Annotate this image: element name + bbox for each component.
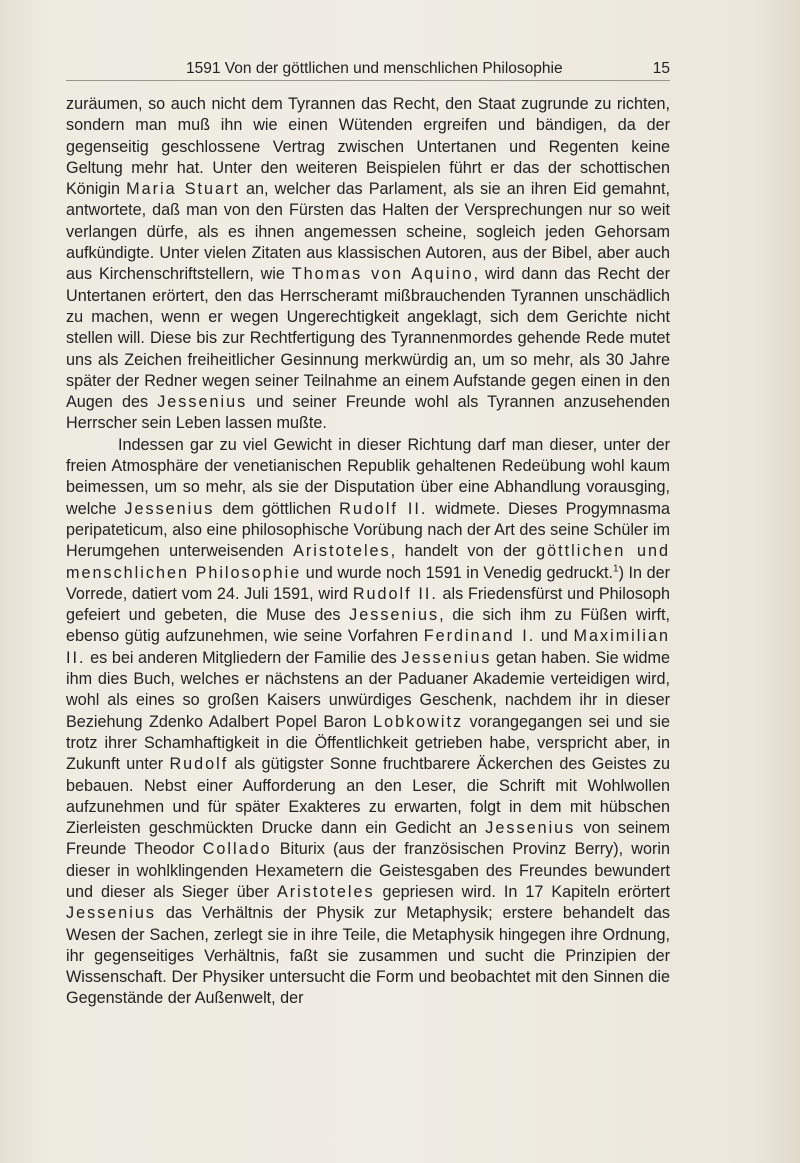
text-run: zuräumen, so auch nicht dem Tyrannen das Recht, den Staat zugrunde zu richten, sondern man muß ihn wie einen Wütenden ergreifen und bändigen, da der gegenseitig geschlossene Vertrag zwischen Untertanen und Regenten keine Geltung mehr hat. Unter den weiteren Beispielen führt er das der schottischen Königin [66, 95, 670, 199]
spaced-name: Jessenius [349, 606, 440, 625]
spaced-name: Maximilian II. [66, 627, 670, 667]
text-run: als Friedensfürst und Philosoph gefeiert und gebeten, die Muse des [66, 584, 670, 625]
text-run: gepriesen wird. In 17 Kapiteln erörtert [374, 882, 671, 901]
spaced-name: Jessenius [157, 393, 248, 412]
text-run: , handelt von der [390, 542, 537, 561]
text-run: an, welcher das Parlament, als sie an ihren Eid gemahnt, antwortete, daß man von den Fürsten das Halten der Versprechungen nur so weit verlangen dürfe, als es ihnen angemessen scheine, sogleich jeden Gehorsam aufkündigte. Unter vielen Zitaten aus klassischen Autoren, aus der Bibel, aber auch aus Kirchenschriftstellern, wie [66, 180, 670, 284]
spaced-name: Jessenius [124, 499, 215, 518]
footnote-marker: 1 [613, 563, 619, 575]
text-run: , wird dann das Recht der Untertanen erörtert, den das Herrscheramt mißbrauchenden Tyrannen unschädlich zu machen, wenn er wegen Ungerechtigkeit angeklagt, sich dem Gerichte nicht stellen will. Diese bis zur Rechtfertigung des Tyrannenmordes gehende Rede mutet uns als Zeichen freiheitlicher Gesinnung merkwürdig an, um so mehr, als 30 Jahre später der Redner wegen seiner Teilnahme an einem Aufstande gegen einen in den Augen des [66, 265, 670, 412]
text-run: das Verhältnis der Physik zur Metaphysik; erstere behandelt das Wesen der Sachen, zerlegt sie in ihre Teile, die Metaphysik hingegen ihre Ordnung, ihr gegenseitiges Verhältnis, faßt sie zusammen und sucht die Prinzipien der Wissenschaft. Der Physiker untersucht die Form und beobachtet mit den Sinnen die Gegenstände der Außenwelt, der [66, 904, 670, 1008]
text-run: Biturix (aus der französischen Provinz Berry), worin dieser in wohlklingenden Hexametern die Geistesgaben des Freundes bewundert und dieser als Sieger über [66, 840, 670, 901]
running-title: 1591 Von der göttlichen und menschlichen Philosophie [186, 60, 563, 77]
text-run: vorangegangen sei und sie trotz ihrer Schamhaftigkeit in die Öffentlichkeit getrieben habe, verspricht aber, in Zukunft unter [66, 712, 671, 774]
spaced-name: Rudolf [169, 755, 229, 774]
text-run: von seinem Freunde Theodor [66, 819, 671, 859]
text-run: ) In der Vorrede, datiert vom 24. Juli 1591, wird [66, 563, 670, 603]
spaced-name: Rudolf II. [352, 584, 438, 603]
spaced-name: Lobkowitz [373, 712, 464, 731]
body-text [66, 94, 670, 1010]
spaced-name: Jessenius [401, 648, 492, 667]
text-run: und [535, 627, 574, 646]
text-run: , die sich ihm zu Füßen wirft, ebenso gütig aufzunehmen, wie seine Vorfahren [66, 606, 670, 646]
spaced-name: Aristoteles [276, 882, 375, 901]
text-run: und seiner Freunde wohl als Tyrannen anzusehenden Herrscher sein Leben lassen mußte. [66, 393, 670, 433]
header-rule [66, 80, 670, 81]
text-run: dem göttlichen [214, 499, 340, 518]
paragraph-1 [66, 94, 670, 435]
paragraph-2 [66, 435, 670, 1010]
spaced-name: Jessenius [485, 819, 576, 838]
page-number: 15 [652, 60, 670, 77]
spaced-name: Ferdinand I. [423, 627, 536, 646]
text-run: getan haben. Sie widme ihm dies Buch, welches er nächstens an der Paduaner Akademie verteidigen wird, wohl als eines so großen Kaisers unwürdiges Geschenk, nachdem ihr in dieser Beziehung Zdenko Adalbert Popel Baron [66, 648, 670, 731]
running-header [66, 58, 670, 80]
spaced-name: Aristoteles [293, 542, 391, 561]
spaced-title: göttlichen und menschlichen Philosophie [66, 542, 671, 582]
text-run: und wurde noch 1591 in Venedig gedruckt. [301, 563, 614, 582]
text-run: Indessen gar zu viel Gewicht in dieser Richtung darf man dieser, unter der freien Atmosphäre der venetianischen Republik gehaltenen Redeübung wohl kaum beimessen, um so mehr, als sie der Disputation über eine Abhandlung vorausging, welche [66, 435, 670, 518]
spaced-name: Maria Stuart [126, 180, 240, 199]
spaced-name: Collado [202, 840, 272, 859]
spaced-name: Jessenius [66, 904, 156, 923]
text-run: widmete. Dieses Progymnasma peripateticum, also eine philosophische Vorübung nach der Art des seine Schüler im Herumgehen unterweisenden [66, 499, 671, 561]
spaced-name: Thomas von Aquino [291, 265, 474, 284]
spaced-name: Rudolf II. [339, 499, 428, 518]
text-run: als gütigster Sonne fruchtbarere Äckerchen des Geistes zu bebauen. Nebst einer Aufforderung an den Leser, die Schrift mit Wohlwollen aufzunehmen und für später Exakteres zu erwarten, folgt in dem mit hübschen Zierleisten geschmückten Drucke dann ein Gedicht an [66, 755, 670, 838]
text-run: es bei anderen Mitgliedern der Familie des [85, 648, 402, 667]
